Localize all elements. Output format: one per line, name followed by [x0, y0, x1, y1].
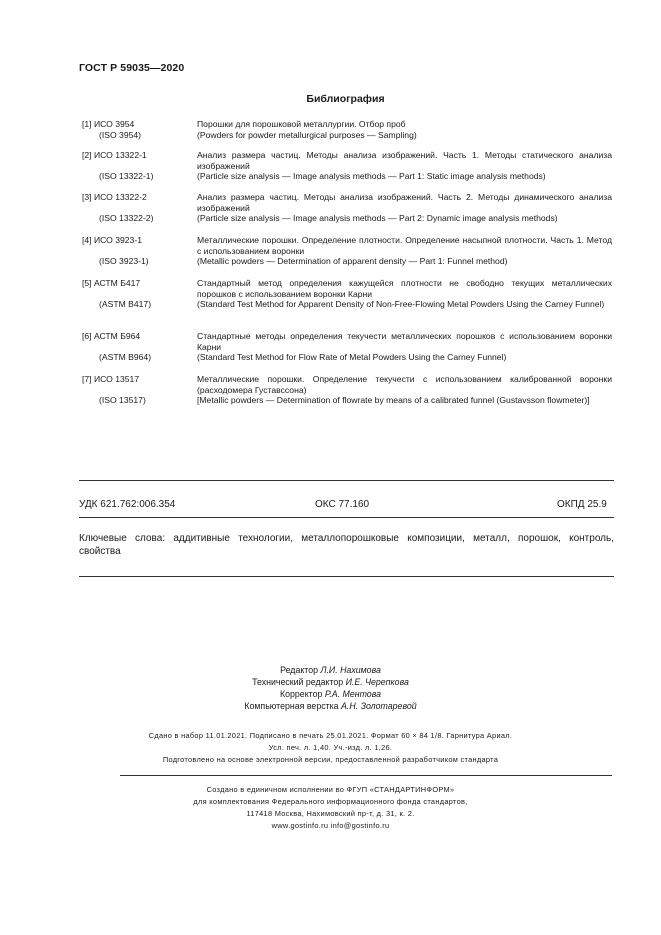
reference-entry: [82, 192, 612, 224]
reference-label: [82, 374, 197, 395]
reference-title-original: (Standard Test Method for Apparent Density of Non-Free-Flowing Metal Powders Using the Carney Funnel): [197, 299, 605, 310]
reference-label: [82, 278, 197, 299]
credit-layout-name: А.Н. Золотаревой: [341, 701, 417, 711]
divider-top: [79, 480, 614, 481]
credit-editor-label: Редактор: [280, 665, 318, 675]
reference-code-original: (ISO 13322-1): [99, 171, 154, 182]
divider-bottom: [79, 576, 614, 577]
credit-editor: [0, 664, 661, 676]
reference-entry: [82, 150, 612, 182]
reference-code-original: (ISO 13322-2): [99, 213, 154, 224]
reference-label: [82, 192, 197, 213]
reference-code: ИСО 13322-2: [93, 192, 147, 202]
reference-entry: [82, 374, 612, 406]
credit-layout: [0, 700, 661, 712]
print-info-line-2: Усл. печ. л. 1,40. Уч.-изд. л. 1,26.: [268, 743, 393, 752]
reference-entry: [82, 278, 612, 310]
oks-code: ОКС 77.160: [315, 499, 370, 510]
reference-title-original: (Standard Test Method for Flow Rate of Metal Powders Using the Carney Funnel): [197, 352, 507, 363]
reference-title-original: [Metallic powders — Determination of flowrate by means of a calibrated funnel (Gustavsson flowmeter)]: [197, 395, 590, 406]
document-code: ГОСТ Р 59035—2020: [79, 62, 185, 74]
credit-editor-name: Л.И. Нахимова: [320, 665, 381, 675]
udk-code: УДК 621.762:006.354: [79, 499, 176, 510]
reference-code-original: (ISO 13517): [99, 395, 146, 406]
credit-tech-editor-label: Технический редактор: [252, 677, 344, 687]
reference-code: ИСО 13517: [93, 374, 140, 384]
reference-number: [3]: [82, 192, 92, 202]
reference-code: АСТМ Б964: [93, 331, 141, 341]
divider-mid: [79, 517, 614, 518]
reference-number: [6]: [82, 331, 92, 341]
reference-code-original: (ISO 3954): [99, 129, 142, 140]
reference-title-original: (Metallic powders — Determination of apparent density — Part 1: Funnel method): [197, 256, 508, 267]
reference-number: [2]: [82, 150, 92, 160]
credit-proofreader: [0, 688, 661, 700]
reference-title-original: (Particle size analysis — Image analysis methods — Part 1: Static image analysis methods): [197, 171, 546, 182]
reference-title-original: (Powders for powder metallurgical purposes — Sampling): [197, 129, 417, 140]
reference-label: [82, 235, 197, 256]
reference-code: ИСО 3923-1: [93, 235, 142, 245]
reference-code-original: (ISO 3923-1): [99, 256, 149, 267]
credit-tech-editor: [0, 676, 661, 688]
divider-publisher: [120, 775, 612, 776]
keywords: Ключевые слова: аддитивные технологии, металлопорошковые композиции, металл, порошок, контроль, свойства: [79, 533, 614, 557]
reference-title: Анализ размера частиц. Методы анализа изображений. Часть 2. Методы динамического анализа изображений: [197, 192, 612, 213]
reference-title: Стандартные методы определения текучести металлических порошков с использованием воронки Карни: [197, 331, 612, 352]
reference-code-original: (ASTM B417): [99, 299, 152, 310]
reference-label: [82, 150, 197, 171]
reference-number: [1]: [82, 119, 92, 129]
reference-number: [4]: [82, 235, 92, 245]
reference-number: [5]: [82, 278, 92, 288]
reference-title: Металлические порошки. Определение текучести с использованием калиброванной воронки (расходомера Густавссона): [197, 374, 612, 395]
reference-number: [7]: [82, 374, 92, 384]
reference-entry: [82, 119, 612, 140]
okpd-code: ОКПД 25.9: [557, 499, 607, 510]
reference-label: [82, 119, 197, 130]
reference-label: [82, 331, 197, 352]
reference-entry: [82, 331, 612, 363]
reference-code: ИСО 3954: [93, 119, 135, 129]
publisher-line-1: Создано в единичном исполнении во ФГУП «СТАНДАРТИНФОРМ»: [206, 785, 455, 794]
reference-title-original: (Particle size analysis — Image analysis methods — Part 2: Dynamic image analysis methods): [197, 213, 558, 224]
print-info-line-3: Подготовлено на основе электронной версии, предоставленной разработчиком стандарта: [162, 755, 499, 764]
bibliography-title: Библиография: [306, 93, 385, 105]
print-info-line-1: Сдано в набор 11.01.2021. Подписано в печать 25.01.2021. Формат 60 × 84 1/8. Гарнитура Ариал.: [148, 731, 513, 740]
reference-code-original: (ASTM B964): [99, 352, 152, 363]
reference-entry: [82, 235, 612, 267]
reference-code: ИСО 13322-1: [93, 150, 147, 160]
credit-tech-editor-name: И.Е. Черепкова: [345, 677, 409, 687]
credit-proofreader-name: Р.А. Ментова: [324, 689, 381, 699]
reference-title: Порошки для порошковой металлургии. Отбор проб: [197, 119, 406, 129]
publisher-line-2: для комплектования Федерального информационного фонда стандартов,: [193, 797, 468, 806]
reference-title: Анализ размера частиц. Методы анализа изображений. Часть 1. Методы статического анализа изображений: [197, 150, 612, 171]
publisher-line-3: 117418 Москва, Нахимовский пр-т, д. 31, к. 2.: [246, 809, 415, 818]
reference-title: Стандартный метод определения кажущейся плотности не свободно текущих металлических порошков с использованием воронки Карни: [197, 278, 612, 299]
publisher-line-4: www.gostinfo.ru info@gostinfo.ru: [271, 821, 390, 830]
credit-layout-label: Компьютерная верстка: [244, 701, 339, 711]
credit-proofreader-label: Корректор: [280, 689, 323, 699]
reference-code: АСТМ Б417: [93, 278, 141, 288]
reference-title: Металлические порошки. Определение плотности. Определение насыпной плотности. Часть 1. Метод с использованием воронки: [197, 235, 612, 256]
